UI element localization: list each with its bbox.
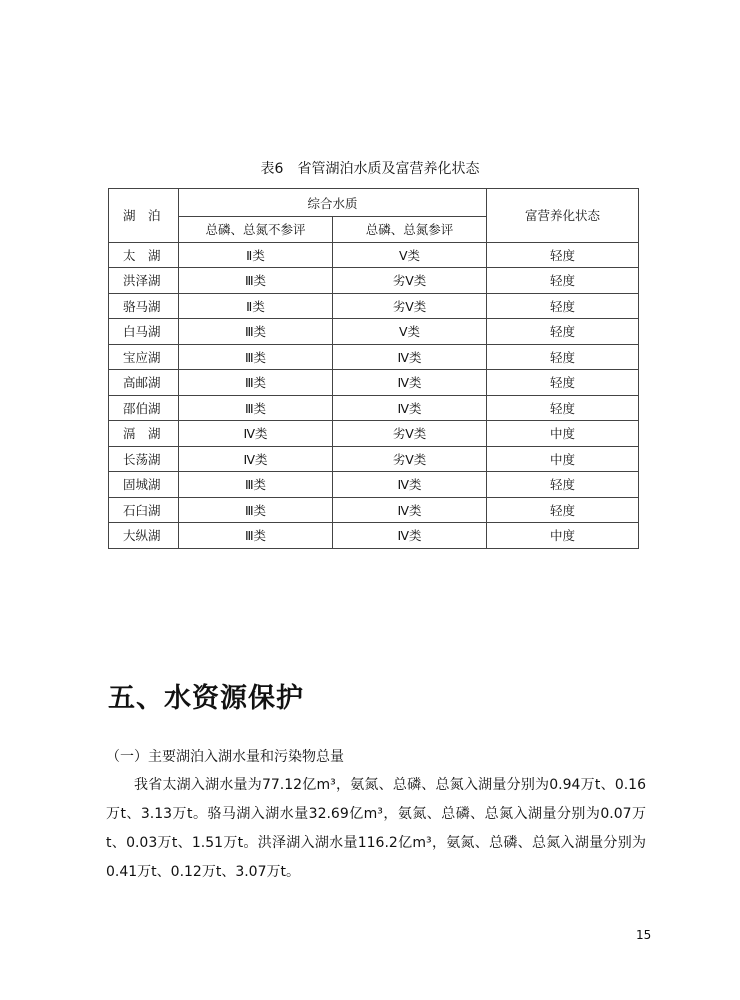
- lake-cell: 长荡湖: [109, 446, 179, 472]
- tp-excluded-cell: Ⅲ类: [179, 497, 333, 523]
- tp-included-cell: Ⅳ类: [333, 523, 487, 549]
- tp-included-cell: 劣Ⅴ类: [333, 421, 487, 447]
- lake-cell: 邵伯湖: [109, 395, 179, 421]
- tp-included-cell: Ⅳ类: [333, 497, 487, 523]
- lake-cell: 宝应湖: [109, 344, 179, 370]
- tp-excluded-cell: Ⅳ类: [179, 421, 333, 447]
- table-row: [109, 523, 639, 549]
- tp-excluded-cell: Ⅲ类: [179, 472, 333, 498]
- table-row: [109, 497, 639, 523]
- table-row: [109, 421, 639, 447]
- table-row: [109, 268, 639, 294]
- tp-excluded-cell: Ⅳ类: [179, 446, 333, 472]
- tp-included-cell: 劣Ⅴ类: [333, 293, 487, 319]
- status-cell: 轻度: [487, 344, 639, 370]
- tp-included-cell: 劣Ⅴ类: [333, 446, 487, 472]
- status-cell: 轻度: [487, 293, 639, 319]
- tp-included-cell: Ⅳ类: [333, 472, 487, 498]
- header-tp-excluded: 总磷、总氮不参评: [179, 217, 333, 243]
- tp-excluded-cell: Ⅲ类: [179, 370, 333, 396]
- status-cell: 中度: [487, 446, 639, 472]
- lake-cell: 滆 湖: [109, 421, 179, 447]
- table-row: [109, 344, 639, 370]
- lake-cell: 石臼湖: [109, 497, 179, 523]
- tp-excluded-cell: Ⅱ类: [179, 293, 333, 319]
- tp-included-cell: Ⅳ类: [333, 370, 487, 396]
- table-body: [109, 242, 639, 548]
- status-cell: 中度: [487, 421, 639, 447]
- status-cell: 轻度: [487, 395, 639, 421]
- lake-water-quality-table: [108, 188, 639, 549]
- header-eutrophication: 富营养化状态: [487, 189, 639, 243]
- status-cell: 轻度: [487, 242, 639, 268]
- status-cell: 轻度: [487, 319, 639, 345]
- tp-included-cell: Ⅴ类: [333, 319, 487, 345]
- table-row: [109, 370, 639, 396]
- tp-excluded-cell: Ⅲ类: [179, 344, 333, 370]
- tp-included-cell: Ⅴ类: [333, 242, 487, 268]
- table-row: [109, 472, 639, 498]
- tp-excluded-cell: Ⅲ类: [179, 523, 333, 549]
- header-water-quality: 综合水质: [179, 189, 487, 217]
- status-cell: 轻度: [487, 370, 639, 396]
- page-number: 15: [636, 928, 652, 942]
- tp-included-cell: 劣Ⅴ类: [333, 268, 487, 294]
- table-caption: 表6 省管湖泊水质及富营养化状态: [260, 161, 480, 177]
- table-row: [109, 293, 639, 319]
- tp-included-cell: Ⅳ类: [333, 344, 487, 370]
- subheading: （一）主要湖泊入湖水量和污染物总量: [106, 749, 344, 765]
- table-row: [109, 319, 639, 345]
- status-cell: 轻度: [487, 268, 639, 294]
- tp-excluded-cell: Ⅲ类: [179, 268, 333, 294]
- status-cell: 轻度: [487, 472, 639, 498]
- table-row: [109, 395, 639, 421]
- table-row: [109, 242, 639, 268]
- tp-excluded-cell: Ⅱ类: [179, 242, 333, 268]
- tp-included-cell: Ⅳ类: [333, 395, 487, 421]
- tp-excluded-cell: Ⅲ类: [179, 319, 333, 345]
- lake-cell: 洪泽湖: [109, 268, 179, 294]
- lake-cell: 白马湖: [109, 319, 179, 345]
- header-tp-included: 总磷、总氮参评: [333, 217, 487, 243]
- tp-excluded-cell: Ⅲ类: [179, 395, 333, 421]
- section-title: 五、水资源保护: [108, 683, 304, 714]
- status-cell: 中度: [487, 523, 639, 549]
- table-row: [109, 446, 639, 472]
- lake-cell: 大纵湖: [109, 523, 179, 549]
- lake-cell: 固城湖: [109, 472, 179, 498]
- header-lake: 湖 泊: [109, 189, 179, 243]
- lake-cell: 骆马湖: [109, 293, 179, 319]
- lake-cell: 太 湖: [109, 242, 179, 268]
- status-cell: 轻度: [487, 497, 639, 523]
- body-paragraph: 我省太湖入湖水量为77.12亿m³，氨氮、总磷、总氮入湖量分别为0.94万t、0.16万t、3.13万t。骆马湖入湖水量32.69亿m³，氨氮、总磷、总氮入湖量分别为0.07万t、0.03万t、1.51万t。洪泽湖入湖水量116.2亿m³，氨氮、总磷、总氮入湖量分别为0.41万t、0.12万t、3.07万t。: [106, 777, 646, 880]
- lake-cell: 高邮湖: [109, 370, 179, 396]
